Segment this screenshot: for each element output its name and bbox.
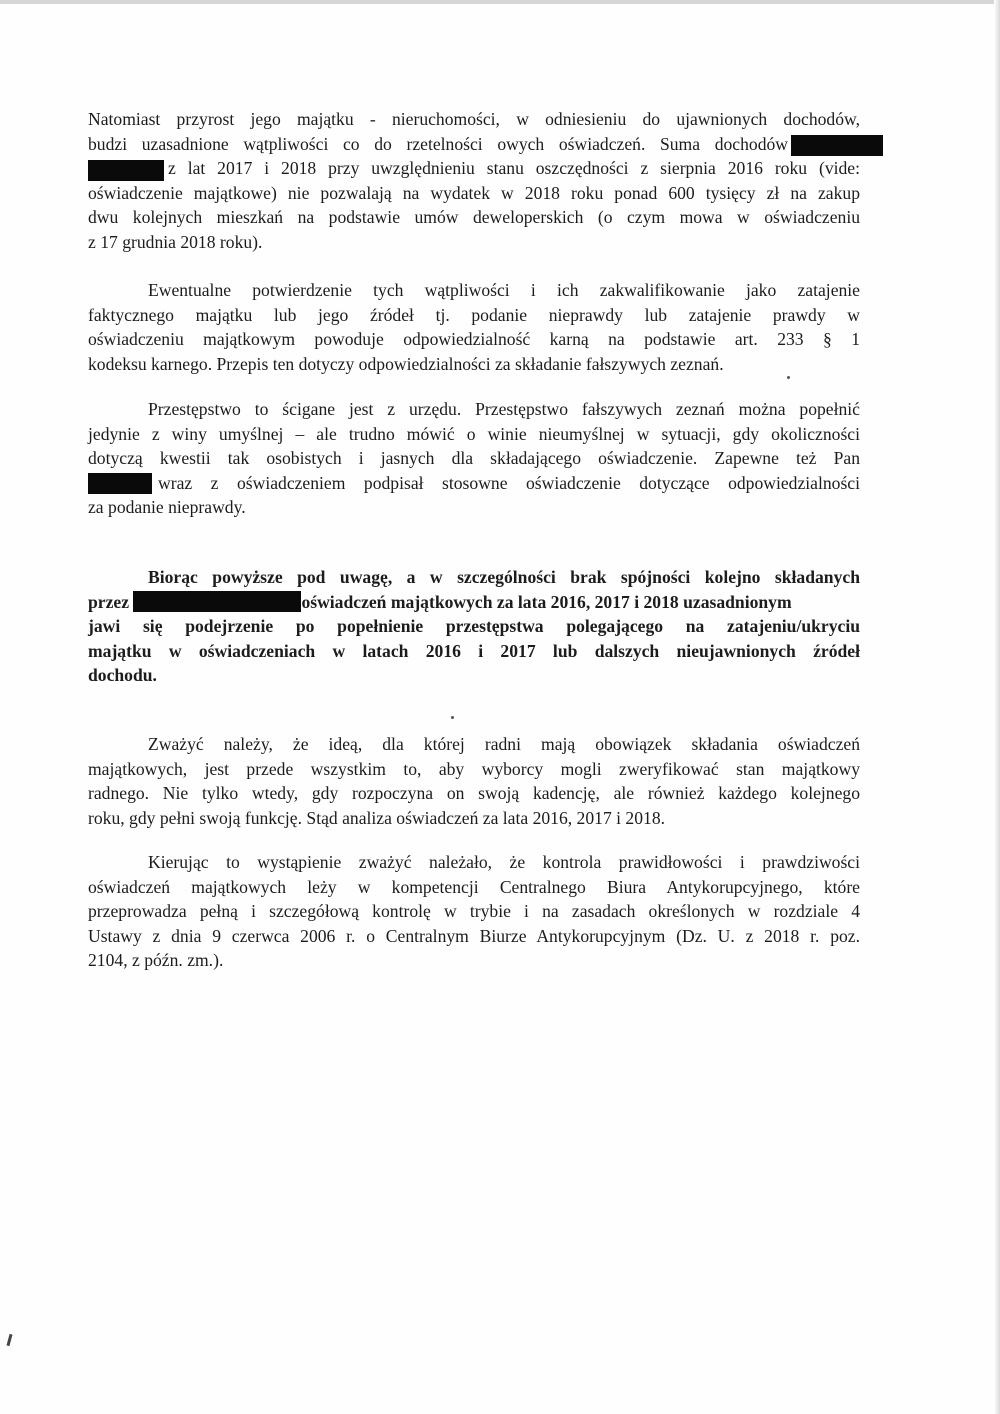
text-line: Zważyć należy, że ideą, dla której radni mają obowiązek składania oświadczeń xyxy=(148,734,860,754)
text-line: oświadczeń majątkowych leży w kompetencji Centralnego Biura Antykorupcyjnego, które xyxy=(88,876,860,897)
text-line: radnego. Nie tylko wtedy, gdy rozpoczyna on swoją kadencję, ale również każdego kolejnego xyxy=(88,783,860,804)
text-line: Przestępstwo to ścigane jest z urzędu. Przestępstwo fałszywych zeznań można popełnić xyxy=(148,399,860,419)
text-line-with-redaction xyxy=(88,590,860,615)
text-line: roku, gdy pełni swoją funkcję. Stąd analiza oświadczeń za lata 2016, 2017 i 2018. xyxy=(88,807,666,828)
text-segment: budzi uzasadnione wątpliwości co do rzetelności owych oświadczeń. Suma dochodów xyxy=(88,133,788,154)
text-segment: przez xyxy=(88,591,130,612)
text-line-with-redaction xyxy=(88,471,860,496)
text-line: 2104, z późn. zm.). xyxy=(88,950,224,971)
text-line: za podanie nieprawdy. xyxy=(88,497,246,518)
text-line: przeprowadza pełną i szczegółową kontrolę w trybie i na zasadach określonych w rozdziale 4 xyxy=(88,901,860,922)
scan-speck xyxy=(451,716,454,719)
text-line-with-redaction xyxy=(88,156,860,181)
text-line: Natomiast przyrost jego majątku - nieruchomości, w odniesieniu do ujawnionych dochodów, xyxy=(88,109,860,129)
text-segment: oświadczeń majątkowych za lata 2016, 2017 i 2018 uzasadnionym xyxy=(301,591,792,612)
paragraph-5 xyxy=(88,732,860,830)
text-line: Kierując to wystąpienie zważyć należało, że kontrola prawidłowości i prawdziwości xyxy=(148,852,860,872)
text-line-with-redaction xyxy=(88,132,788,157)
text-line: jawi się podejrzenie po popełnienie przestępstwa polegającego na zatajeniu/ukryciu xyxy=(88,616,860,637)
text-line: Ewentualne potwierdzenie tych wątpliwości i ich zakwalifikowanie jako zatajenie xyxy=(148,280,860,300)
redaction-box xyxy=(133,591,301,612)
scan-mark xyxy=(6,1334,12,1346)
text-line: oświadczeniu majątkowym powoduje odpowiedzialność karną na podstawie art. 233 § 1 xyxy=(88,329,860,350)
text-segment: z lat 2017 i 2018 przy uwzględnieniu stanu oszczędności z sierpnia 2016 roku (vide: xyxy=(168,158,860,179)
text-line: dwu kolejnych mieszkań na podstawie umów deweloperskich (o czym mowa w oświadczeniu xyxy=(88,207,860,228)
text-line: oświadczenie majątkowe) nie pozwalają na wydatek w 2018 roku ponad 600 tysięcy zł na zakup xyxy=(88,182,860,203)
text-line: Ustawy z dnia 9 czerwca 2006 r. o Centralnym Biurze Antykorupcyjnym (Dz. U. z 2018 r. poz. xyxy=(88,925,860,946)
text-line: dochodu. xyxy=(88,665,157,686)
text-line: faktycznego majątku lub jego źródeł tj. podanie nieprawdy lub zatajenie prawdy w xyxy=(88,304,860,325)
redaction-box xyxy=(791,135,883,156)
text-line: jedynie z winy umyślnej – ale trudno mówić o winie nieumyślnej w sytuacji, gdy okoliczności xyxy=(88,423,860,444)
text-segment: wraz z oświadczeniem podpisał stosowne oświadczenie dotyczące odpowiedzialności xyxy=(158,472,860,493)
scan-top-edge xyxy=(0,0,1000,4)
paragraph-2 xyxy=(88,278,860,376)
redaction-box xyxy=(88,160,164,181)
paragraph-1 xyxy=(88,107,860,255)
text-line: dotyczą kwestii tak osobistych i jasnych dla składającego oświadczenie. Zapewne też Pan xyxy=(88,448,860,469)
text-line: majątkowych, jest przede wszystkim to, aby wyborcy mogli zweryfikować stan majątkowy xyxy=(88,758,860,779)
redaction-box xyxy=(88,473,152,494)
scan-right-edge xyxy=(994,0,1000,1414)
text-line: Biorąc powyższe pod uwagę, a w szczególności brak spójności kolejno składanych xyxy=(148,567,860,587)
paragraph-4-conclusion xyxy=(88,565,860,688)
paragraph-6 xyxy=(88,850,860,973)
text-line: majątku w oświadczeniach w latach 2016 i 2017 lub dalszych nieujawnionych źródeł xyxy=(88,640,860,661)
paragraph-3 xyxy=(88,397,860,520)
text-line: kodeksu karnego. Przepis ten dotyczy odpowiedzialności za składanie fałszywych zeznań. xyxy=(88,353,724,374)
text-line: z 17 grudnia 2018 roku). xyxy=(88,231,263,252)
scan-speck xyxy=(787,376,790,379)
